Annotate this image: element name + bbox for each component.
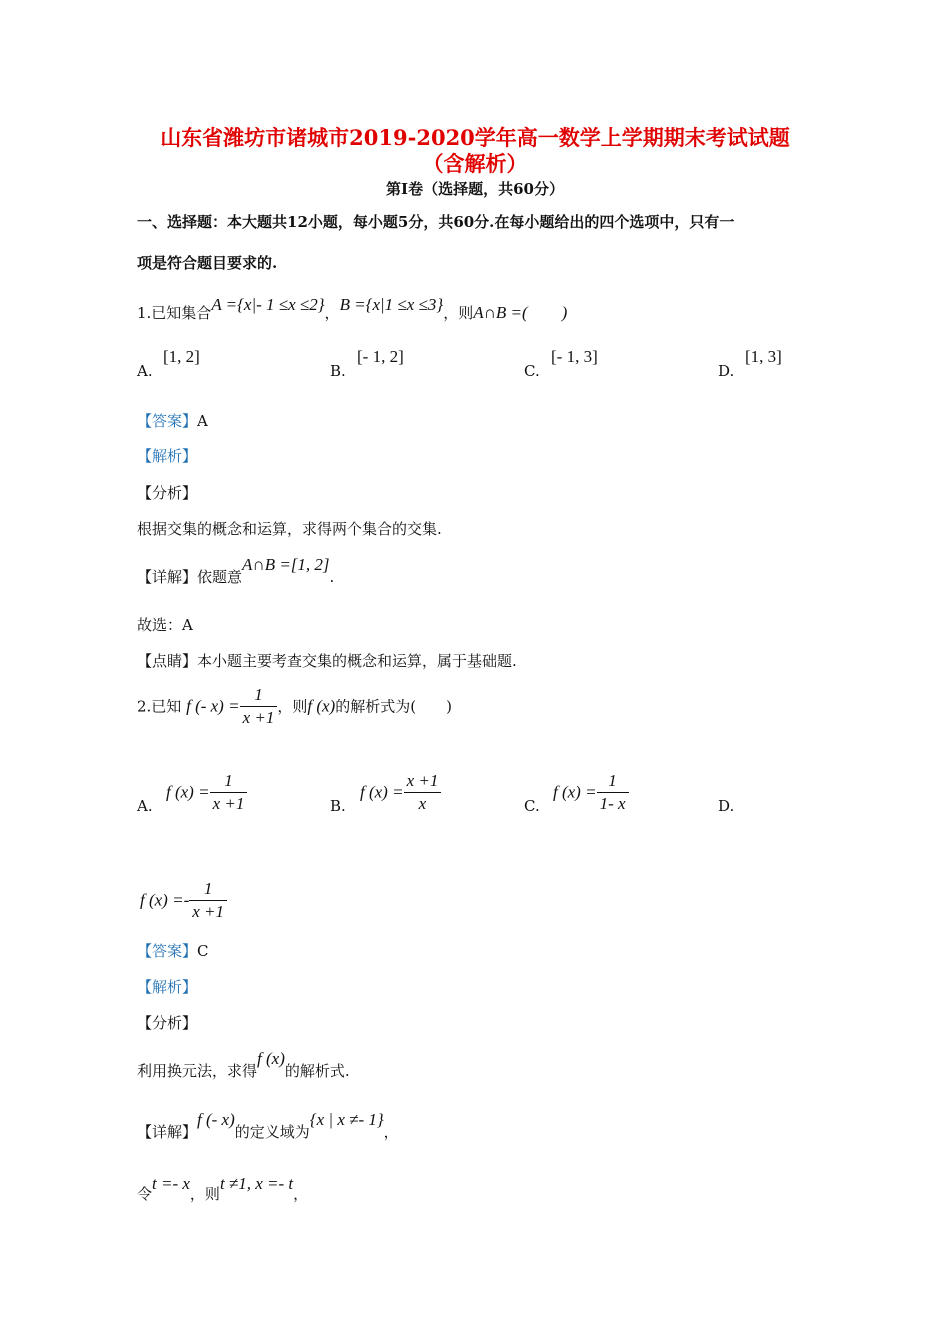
given-lhs: f (- x) = <box>186 696 240 716</box>
denominator: x +1 <box>192 902 225 921</box>
section-heading-line2: 项是符合题目要求的. <box>137 254 278 272</box>
fenxi-formula: f (x) <box>257 1049 285 1068</box>
dianjing-tag: 【点睛】 <box>137 652 198 670</box>
domain-set-formula: {x | x ≠- 1} <box>309 1110 384 1129</box>
xiangjie-end: . <box>329 568 335 586</box>
xiangjie-text: 的定义域为 <box>234 1123 310 1141</box>
given-numerator: 1 <box>240 684 278 707</box>
q2-jiexi-tag: 【解析】 <box>137 978 198 996</box>
q2-option-d-label: D. <box>718 797 735 815</box>
xiangjie-tag: 【详解】 <box>137 568 198 586</box>
numerator: 1 <box>210 770 248 793</box>
q1-dianjing <box>137 650 517 671</box>
q1-option-c-value: [- 1, 3] <box>551 347 598 366</box>
question-1-lead: 1.已知集合 <box>137 304 212 322</box>
denominator: 1- x <box>599 794 626 813</box>
given-denominator: x +1 <box>242 708 275 727</box>
set-a-formula: A ={x|- 1 ≤x ≤2} <box>211 295 325 314</box>
question-2-then: ，则 <box>277 697 308 716</box>
answer-tag: 【答案】 <box>137 412 198 430</box>
document-title-suffix: （含解析） <box>422 151 528 176</box>
xiangjie-text: 依题意 <box>197 568 243 586</box>
numerator: 1 <box>189 878 227 901</box>
volume-heading: 第I卷（选择题，共60分） <box>386 180 564 198</box>
xiangjie-end: ， <box>383 1123 399 1141</box>
fx-formula: f (x) <box>307 696 336 716</box>
q2-xiangjie <box>137 1110 399 1142</box>
substitution-result-formula: t ≠1, x =- t <box>219 1174 294 1193</box>
document-title: 山东省潍坊市诸城市2019-2020学年高一数学上学期期末考试试题 <box>160 125 790 150</box>
q1-option-b-value: [- 1, 2] <box>357 347 404 366</box>
q1-option-a-value: [1, 2] <box>163 347 200 366</box>
answer-value: C <box>197 942 209 960</box>
section-heading-line1: 一、选择题：本大题共12小题，每小题5分，共60分.在每小题给出的四个选项中，只有一 <box>137 213 735 231</box>
answer-tag: 【答案】 <box>137 942 198 960</box>
q1-answer <box>137 410 208 431</box>
q1-xiangjie <box>137 555 335 587</box>
option-fraction <box>189 878 227 923</box>
question-1-ask: A∩B =( ) <box>473 303 568 322</box>
question-1-stem <box>137 295 568 323</box>
fenxi-pre: 利用换元法，求得 <box>137 1062 258 1080</box>
q2-option-b-formula <box>360 770 441 815</box>
q1-option-a-label: A. <box>137 362 153 380</box>
given-fraction <box>240 684 278 729</box>
q1-conclusion: 故选：A <box>137 616 193 634</box>
substitution-formula: t =- x <box>152 1174 190 1193</box>
q2-substitution <box>137 1174 309 1204</box>
q1-option-d-label: D. <box>718 362 735 380</box>
dianjing-text: 本小题主要考查交集的概念和运算，属于基础题. <box>197 652 517 670</box>
denominator: x <box>418 794 427 813</box>
option-lhs: f (x) = <box>166 782 210 802</box>
xiangjie-formula: A∩B =[1, 2] <box>242 555 330 574</box>
question-1-then: ，则 <box>443 304 474 322</box>
q1-jiexi-tag: 【解析】 <box>137 447 198 465</box>
q2-answer <box>137 940 209 961</box>
q1-option-b-label: B. <box>330 362 346 380</box>
question-2-lead: 2.已知 <box>137 697 182 716</box>
xiangjie-tag: 【详解】 <box>137 1123 198 1141</box>
ling-then: ，则 <box>189 1185 220 1203</box>
option-lhs: f (x) = <box>553 782 597 802</box>
q1-option-c-label: C. <box>524 362 540 380</box>
fenxi-post: 的解析式. <box>284 1062 350 1080</box>
q2-option-c-formula <box>553 770 629 815</box>
q2-option-c-label: C. <box>524 797 540 815</box>
q2-option-a-formula <box>166 770 247 815</box>
answer-value: A <box>197 412 208 430</box>
numerator: x +1 <box>404 770 442 793</box>
q2-option-b-label: B. <box>330 797 346 815</box>
denominator: x +1 <box>212 794 245 813</box>
ling-end: ， <box>293 1185 309 1203</box>
q2-option-d-formula <box>140 878 227 923</box>
option-fraction <box>210 770 248 815</box>
question-2-ask: 的解析式为( ) <box>335 697 452 716</box>
numerator: 1 <box>597 770 629 793</box>
set-b-formula: B ={x|1 ≤x ≤3} <box>339 295 444 314</box>
option-fraction <box>597 770 629 815</box>
q1-option-d-value: [1, 3] <box>745 347 782 366</box>
option-fraction <box>404 770 442 815</box>
q1-fenxi-tag: 【分析】 <box>137 484 198 502</box>
q2-fenxi-tag: 【分析】 <box>137 1014 198 1032</box>
q2-fenxi-text <box>137 1049 350 1081</box>
comma: ， <box>324 304 340 322</box>
ling-text: 令 <box>137 1185 153 1203</box>
q1-fenxi-text: 根据交集的概念和运算，求得两个集合的交集. <box>137 520 442 538</box>
option-lhs: f (x) =- <box>140 890 190 910</box>
xiangjie-formula-1: f (- x) <box>197 1110 235 1129</box>
question-2-stem <box>137 684 452 729</box>
option-lhs: f (x) = <box>360 782 404 802</box>
q2-option-a-label: A. <box>137 797 153 815</box>
